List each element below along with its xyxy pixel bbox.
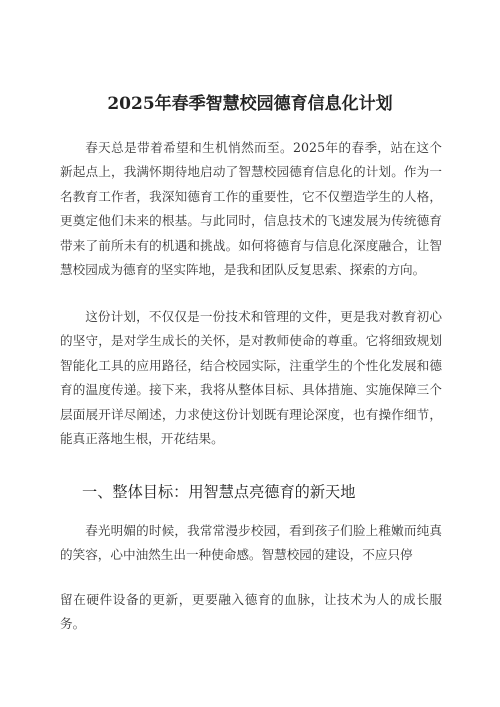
intro-paragraph-1: 春天总是带着希望和生机悄然而至。2025年的春季，站在这个新起点上，我满怀期待地启动了智慧校园德育信息化的计划。作为一名教育工作者，我深知德育工作的重要性，它不仅塑造学生的人格，更奠定他们未来的根基。与此同时，信息技术的飞速发展为传统德育带来了前所未有的机遇和挑战。如何将德育与信息化深度融合，让智慧校园成为德育的坚实阵地，是我和团队反复思索、探索的方向。 <box>60 140 442 278</box>
intro-paragraph-2: 这份计划，不仅仅是一份技术和管理的文件，更是我对教育初心的坚守，是对学生成长的关怀，是对教师使命的尊重。它将细致规划智能化工具的应用路径，结合校园实际，注重学生的个性化发展和德育的温度传递。接下来，我将从整体目标、具体措施、实施保障三个层面展开详尽阐述，力求使这份计划既有理论深度，也有操作细节，能真正落地生根，开花结果。 <box>60 309 442 447</box>
section1-paragraph-part1: 春光明媚的时候，我常常漫步校园，看到孩子们脸上稚嫩而纯真的笑容，心中油然生出一种使命感。智慧校园的建设，不应只停 <box>60 523 442 563</box>
section1-paragraph-part2: 留在硬件设备的更新，更要融入德育的血脉，让技术为人的成长服务。 <box>60 592 442 632</box>
document-title: 2025年春季智慧校园德育信息化计划 <box>107 94 393 114</box>
section-heading-1: 一、整体目标：用智慧点亮德育的新天地 <box>82 483 356 501</box>
